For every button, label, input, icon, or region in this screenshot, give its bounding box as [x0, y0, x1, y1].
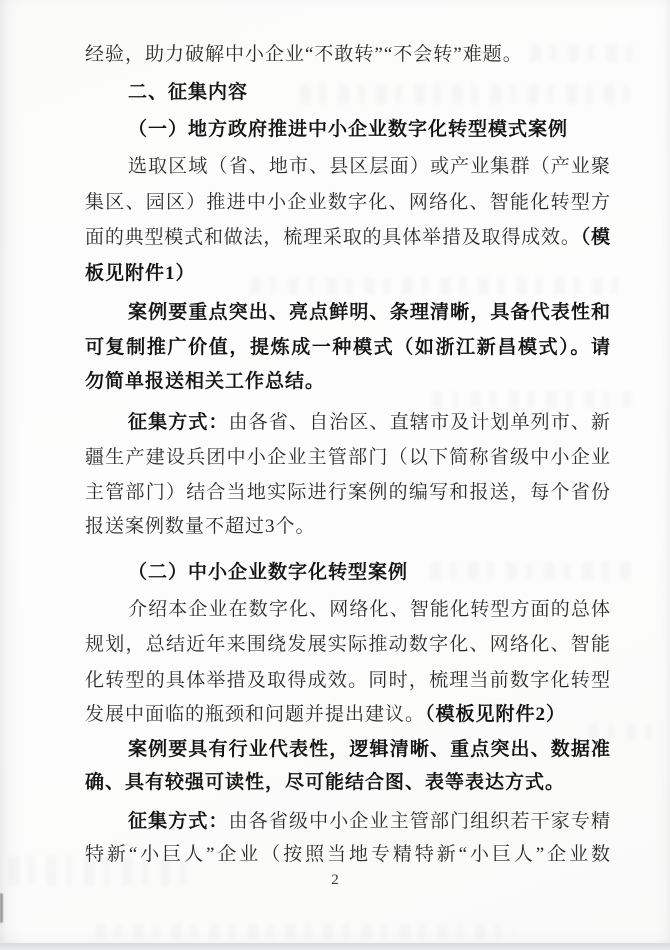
text-segment: 规划，总结近年来围绕发展实际推动数字化、网络化、智能 [85, 634, 610, 655]
scan-edge-mark [0, 893, 3, 923]
section-heading [128, 80, 248, 105]
doc-line [128, 737, 610, 762]
text-segment: 案例要重点突出、亮点鲜明、条理清晰，具备代表性和 [128, 302, 610, 323]
doc-line [85, 190, 610, 215]
text-segment: 征集方式： [128, 412, 229, 433]
doc-line [85, 632, 610, 657]
subsection-heading [128, 560, 408, 585]
text-segment: （模 [580, 227, 610, 248]
doc-line [85, 261, 196, 286]
text-segment: 介绍本企业在数字化、网络化、智能化转型方面的总体 [128, 599, 610, 620]
doc-line [85, 480, 610, 505]
text-segment: 经验，助力破解中小企业“不敢转”“不会转”难题。 [85, 44, 523, 65]
text-segment: 二、征集内容 [128, 82, 249, 103]
doc-line [85, 445, 610, 470]
text-segment: （二）中小企业数字化转型案例 [128, 562, 409, 583]
text-segment: 征集方式： [128, 811, 229, 832]
text-segment: 报送案例数量不超过3个。 [85, 516, 316, 537]
doc-line [128, 154, 610, 179]
bleedthrough-artifact [250, 277, 630, 295]
doc-line [85, 42, 523, 67]
doc-line [128, 597, 610, 622]
text-segment: 主管部门）结合当地实际进行案例的编写和报送，每个省份 [85, 482, 610, 503]
text-segment: 勿简单报送相关工作总结。 [85, 371, 326, 392]
doc-line [85, 668, 610, 693]
text-segment: 集区、园区）推进中小企业数字化、网络化、智能化转型方 [85, 192, 610, 213]
bleedthrough-artifact [95, 924, 515, 938]
text-segment: 化转型的具体举措及取得成效。同时，梳理当前数字化转型 [85, 670, 610, 691]
doc-line [85, 842, 610, 867]
doc-line [85, 335, 610, 360]
page-number: 2 [331, 872, 339, 888]
text-segment: 板见附件1） [85, 263, 196, 284]
doc-line [128, 410, 610, 435]
scan-bottom-edge [0, 943, 670, 950]
text-segment: 由各省级中小企业主管部门组织若干家专精 [228, 811, 610, 832]
text-segment: （一）地方政府推进中小企业数字化转型模式案例 [128, 119, 569, 140]
doc-line [128, 809, 610, 834]
text-segment: 由各省、自治区、直辖市及计划单列市、新 [228, 412, 610, 433]
text-segment: 面的典型模式和做法，梳理采取的具体举措及取得成效。 [85, 227, 581, 248]
text-segment: 特新“小巨人”企业（按照当地专精特新“小巨人”企业数 [85, 844, 610, 865]
text-segment: 疆生产建设兵团中小企业主管部门（以下简称省级中小企业 [85, 447, 610, 468]
bleedthrough-artifact [530, 44, 640, 62]
text-segment: 确、具有较强可读性，尽可能结合图、表等表达方式。 [85, 772, 566, 793]
text-segment: 发展中面临的瓶颈和问题并提出建议。 [85, 704, 426, 725]
doc-line [85, 770, 565, 795]
text-segment: （模板见附件2） [425, 704, 567, 725]
doc-line [85, 225, 610, 250]
doc-line [85, 369, 325, 394]
doc-line [128, 300, 610, 325]
text-segment: 可复制推广价值，提炼成一种模式（如浙江新昌模式）。请 [85, 337, 610, 358]
text-segment: 选取区域（省、地市、县区层面）或产业集群（产业聚 [128, 156, 610, 177]
text-segment: 案例要具有行业代表性，逻辑清晰、重点突出、数据准 [128, 739, 610, 760]
bleedthrough-artifact [430, 562, 635, 580]
doc-line [85, 702, 566, 727]
subsection-heading [128, 117, 568, 142]
bleedthrough-artifact [432, 391, 632, 408]
doc-line [85, 514, 316, 539]
bleedthrough-artifact [300, 84, 630, 104]
